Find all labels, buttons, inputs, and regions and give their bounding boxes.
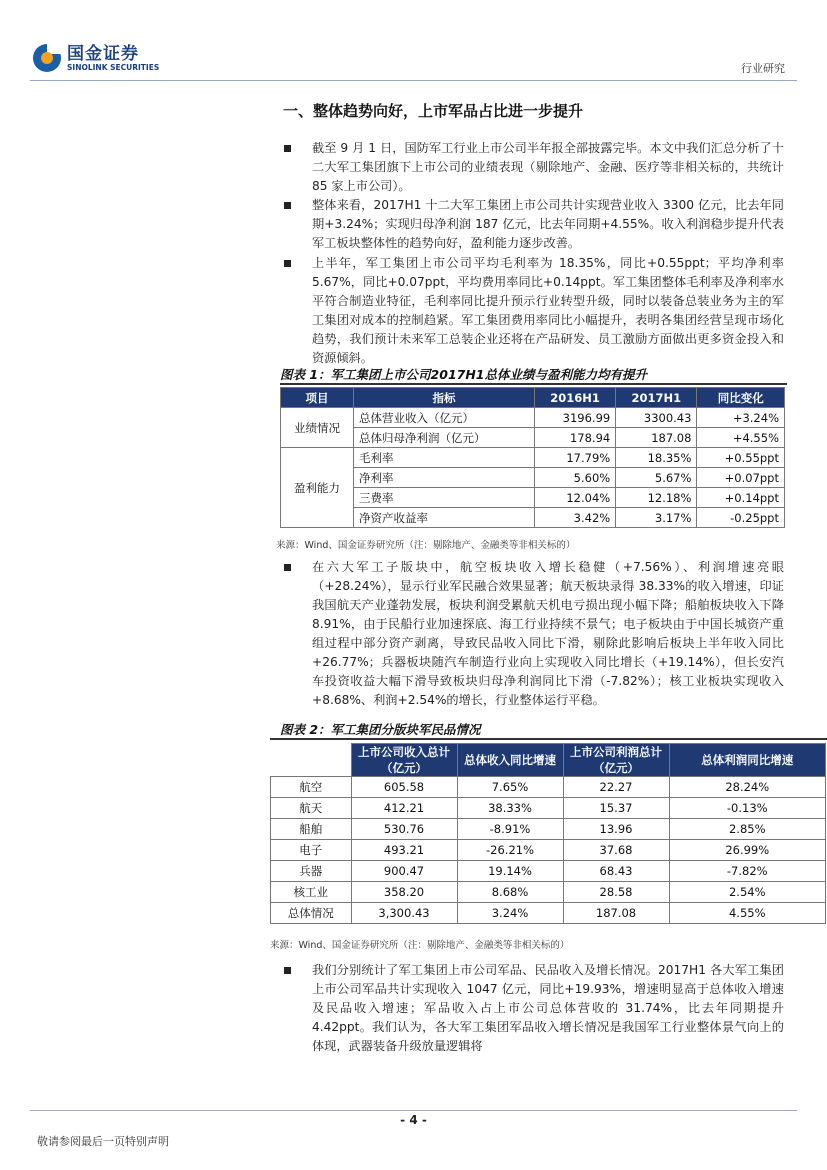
table-row xyxy=(281,488,785,508)
column-header: 上市公司利润总计（亿元） xyxy=(563,744,669,777)
profit-cell: 13.96 xyxy=(563,819,669,840)
segment-name: 兵器 xyxy=(271,861,352,882)
revenue-growth-cell: -8.91% xyxy=(457,819,563,840)
paragraph-2: 整体来看，2017H1 十二大军工集团上市公司共计实现营业收入 3300 亿元，比去年同期+3.24%；实现归母净利润 187 亿元，比去年同期+4.55%。收入利润稳步提升代表军工板块整体性的趋势向好，盈利能力逐步改善。 xyxy=(284,196,784,253)
profit-cell: 37.68 xyxy=(563,840,669,861)
company-logo xyxy=(33,44,159,72)
table1-caption: 图表 1：军工集团上市公司2017H1总体业绩与盈利能力均有提升 xyxy=(280,367,647,382)
profit-cell: 22.27 xyxy=(563,777,669,798)
cell-2017h1: 3300.43 xyxy=(616,408,697,428)
column-header: 总体收入同比增速 xyxy=(457,744,563,777)
bullet-square-icon xyxy=(284,202,291,209)
cell-change: +4.55% xyxy=(697,428,785,448)
paragraph-1: 截至 9 月 1 日，国防军工行业上市公司半年报全部披露完毕。本文中我们汇总分析了十二大军工集团旗下上市公司的业绩表现（剔除地产、金融、医疗等非相关标的，共统计 85 家上市公司）。 xyxy=(284,139,784,196)
caption-rule xyxy=(280,383,787,385)
profit-growth-cell: -7.82% xyxy=(669,861,826,882)
cell-2017h1: 187.08 xyxy=(616,428,697,448)
metric-name: 净利率 xyxy=(354,468,535,488)
revenue-cell: 605.58 xyxy=(351,777,457,798)
paragraph-5: 我们分别统计了军工集团上市公司军品、民品收入及增长情况。2017H1 各大军工集团上市公司军品共计实现收入 1047 亿元，同比+19.93%，增速明显高于总体收入增速及民品收入增速；军品收入占上市公司总体营收的 31.74%，比去年同期提升 4.42ppt。我们认为，各大军工集团军品收入增长情况是我国军工行业整体景气向上的体现，武器装备升级放量逻辑将 xyxy=(284,961,784,1056)
column-header: 项目 xyxy=(281,388,354,408)
revenue-growth-cell: 19.14% xyxy=(457,861,563,882)
table-row xyxy=(281,408,785,428)
segment-table xyxy=(270,743,826,924)
table-row xyxy=(271,882,826,903)
profit-growth-cell: 4.55% xyxy=(669,903,826,924)
table-header-row xyxy=(271,744,826,777)
revenue-growth-cell: 38.33% xyxy=(457,798,563,819)
metric-name: 总体归母净利润（亿元） xyxy=(354,428,535,448)
profit-growth-cell: 28.24% xyxy=(669,777,826,798)
profit-cell: 28.58 xyxy=(563,882,669,903)
table-row xyxy=(271,840,826,861)
revenue-growth-cell: 8.68% xyxy=(457,882,563,903)
cell-2017h1: 3.17% xyxy=(616,508,697,528)
cell-2016h1: 12.04% xyxy=(535,488,616,508)
profit-growth-cell: 26.99% xyxy=(669,840,826,861)
group-label: 盈利能力 xyxy=(281,448,354,528)
metric-name: 毛利率 xyxy=(354,448,535,468)
table-row xyxy=(281,508,785,528)
segment-name: 船舶 xyxy=(271,819,352,840)
cell-change: +0.55ppt xyxy=(697,448,785,468)
revenue-growth-cell: 3.24% xyxy=(457,903,563,924)
table-row xyxy=(271,903,826,924)
cell-2016h1: 3196.99 xyxy=(535,408,616,428)
revenue-cell: 412.21 xyxy=(351,798,457,819)
table2-caption: 图表 2：军工集团分版块军民品情况 xyxy=(280,722,481,737)
bullet-square-icon xyxy=(284,260,291,267)
disclaimer-note: 敬请参阅最后一页特别声明 xyxy=(37,1135,169,1148)
segment-name: 总体情况 xyxy=(271,903,352,924)
revenue-growth-cell: -26.21% xyxy=(457,840,563,861)
table1-source: 来源：Wind、国金证券研究所（注：剔除地产、金融类等非相关标的） xyxy=(276,540,576,551)
revenue-cell: 3,300.43 xyxy=(351,903,457,924)
column-header: 上市公司收入总计（亿元） xyxy=(351,744,457,777)
revenue-cell: 358.20 xyxy=(351,882,457,903)
section-title: 一、整体趋势向好，上市军品占比进一步提升 xyxy=(283,102,584,120)
metric-name: 三费率 xyxy=(354,488,535,508)
bullet-square-icon xyxy=(284,564,291,571)
group-label: 业绩情况 xyxy=(281,408,354,448)
revenue-cell: 530.76 xyxy=(351,819,457,840)
column-header: 2016H1 xyxy=(535,388,616,408)
header-divider xyxy=(30,80,797,81)
profit-cell: 15.37 xyxy=(563,798,669,819)
column-header: 2017H1 xyxy=(616,388,697,408)
table-row xyxy=(271,798,826,819)
table-row xyxy=(271,819,826,840)
table-row xyxy=(271,861,826,882)
cell-change: +0.07ppt xyxy=(697,468,785,488)
profit-cell: 187.08 xyxy=(563,903,669,924)
cell-2017h1: 5.67% xyxy=(616,468,697,488)
cell-2017h1: 12.18% xyxy=(616,488,697,508)
revenue-growth-cell: 7.65% xyxy=(457,777,563,798)
cell-2016h1: 178.94 xyxy=(535,428,616,448)
table-row xyxy=(281,448,785,468)
cell-change: +3.24% xyxy=(697,408,785,428)
logo-icon xyxy=(33,44,61,72)
logo-name-en: SINOLINK SECURITIES xyxy=(67,62,160,72)
column-header: 指标 xyxy=(354,388,535,408)
cell-2017h1: 18.35% xyxy=(616,448,697,468)
page-number: - 4 - xyxy=(400,1113,427,1127)
paragraph-3: 上半年，军工集团上市公司平均毛利率为 18.35%，同比+0.55ppt；平均净利率 5.67%，同比+0.07ppt，平均费用率同比+0.14ppt。军工集团整体毛利率及净利率水平符合制造业特征，毛利率同比提升预示行业转型升级，同时以装备总装业务为主的军工集团对成本的控制趋紧。军工集团费用率同比小幅提升，表明各集团经营呈现市场化趋势，我们预计未来军工总装企业还将在产品研发、员工激励方面做出更多资金投入和资源倾斜。 xyxy=(284,254,784,368)
table-row xyxy=(271,777,826,798)
caption-rule xyxy=(270,738,827,740)
performance-table xyxy=(280,387,785,528)
metric-name: 净资产收益率 xyxy=(354,508,535,528)
revenue-cell: 900.47 xyxy=(351,861,457,882)
segment-name: 电子 xyxy=(271,840,352,861)
cell-2016h1: 5.60% xyxy=(535,468,616,488)
paragraph-4: 在六大军工子版块中，航空板块收入增长稳健（+7.56%）、利润增速亮眼（+28.24%），显示行业军民融合效果显著；航天板块录得 38.33%的收入增速，印证我国航天产业蓬勃发展，板块利润受累航天机电亏损出现小幅下降；船舶板块收入下降 8.91%，由于民船行业加速探底、海工行业持续不景气；电子板块由于中国长城资产重组过程中部分资产剥离，导致民品收入同比下滑，剔除此影响后板块上半年收入同比+26.77%；兵器板块随汽车制造行业向上实现收入同比增长（+19.14%），但长安汽车投资收益大幅下滑导致板块归母净利润同比下滑（-7.82%）；核工业板块实现收入+8.68%、利润+2.54%的增长，行业整体运行平稳。 xyxy=(284,558,784,710)
profit-growth-cell: 2.54% xyxy=(669,882,826,903)
profit-growth-cell: -0.13% xyxy=(669,798,826,819)
column-header: 总体利润同比增速 xyxy=(669,744,826,777)
table-row xyxy=(281,428,785,448)
profit-growth-cell: 2.85% xyxy=(669,819,826,840)
logo-name-cn: 国金证券 xyxy=(67,43,139,64)
cell-change: +0.14ppt xyxy=(697,488,785,508)
profit-cell: 68.43 xyxy=(563,861,669,882)
table-header-row xyxy=(281,388,785,408)
segment-name: 航天 xyxy=(271,798,352,819)
bullet-square-icon xyxy=(284,967,291,974)
document-type: 行业研究 xyxy=(741,62,785,75)
cell-change: -0.25ppt xyxy=(697,508,785,528)
header-blank xyxy=(271,744,352,777)
bullet-square-icon xyxy=(284,145,291,152)
revenue-cell: 493.21 xyxy=(351,840,457,861)
segment-name: 航空 xyxy=(271,777,352,798)
column-header: 同比变化 xyxy=(697,388,785,408)
table-row xyxy=(281,468,785,488)
footer-divider xyxy=(30,1110,797,1111)
cell-2016h1: 3.42% xyxy=(535,508,616,528)
cell-2016h1: 17.79% xyxy=(535,448,616,468)
metric-name: 总体营业收入（亿元） xyxy=(354,408,535,428)
segment-name: 核工业 xyxy=(271,882,352,903)
table2-source: 来源：Wind、国金证券研究所（注：剔除地产、金融类等非相关标的） xyxy=(270,940,570,951)
